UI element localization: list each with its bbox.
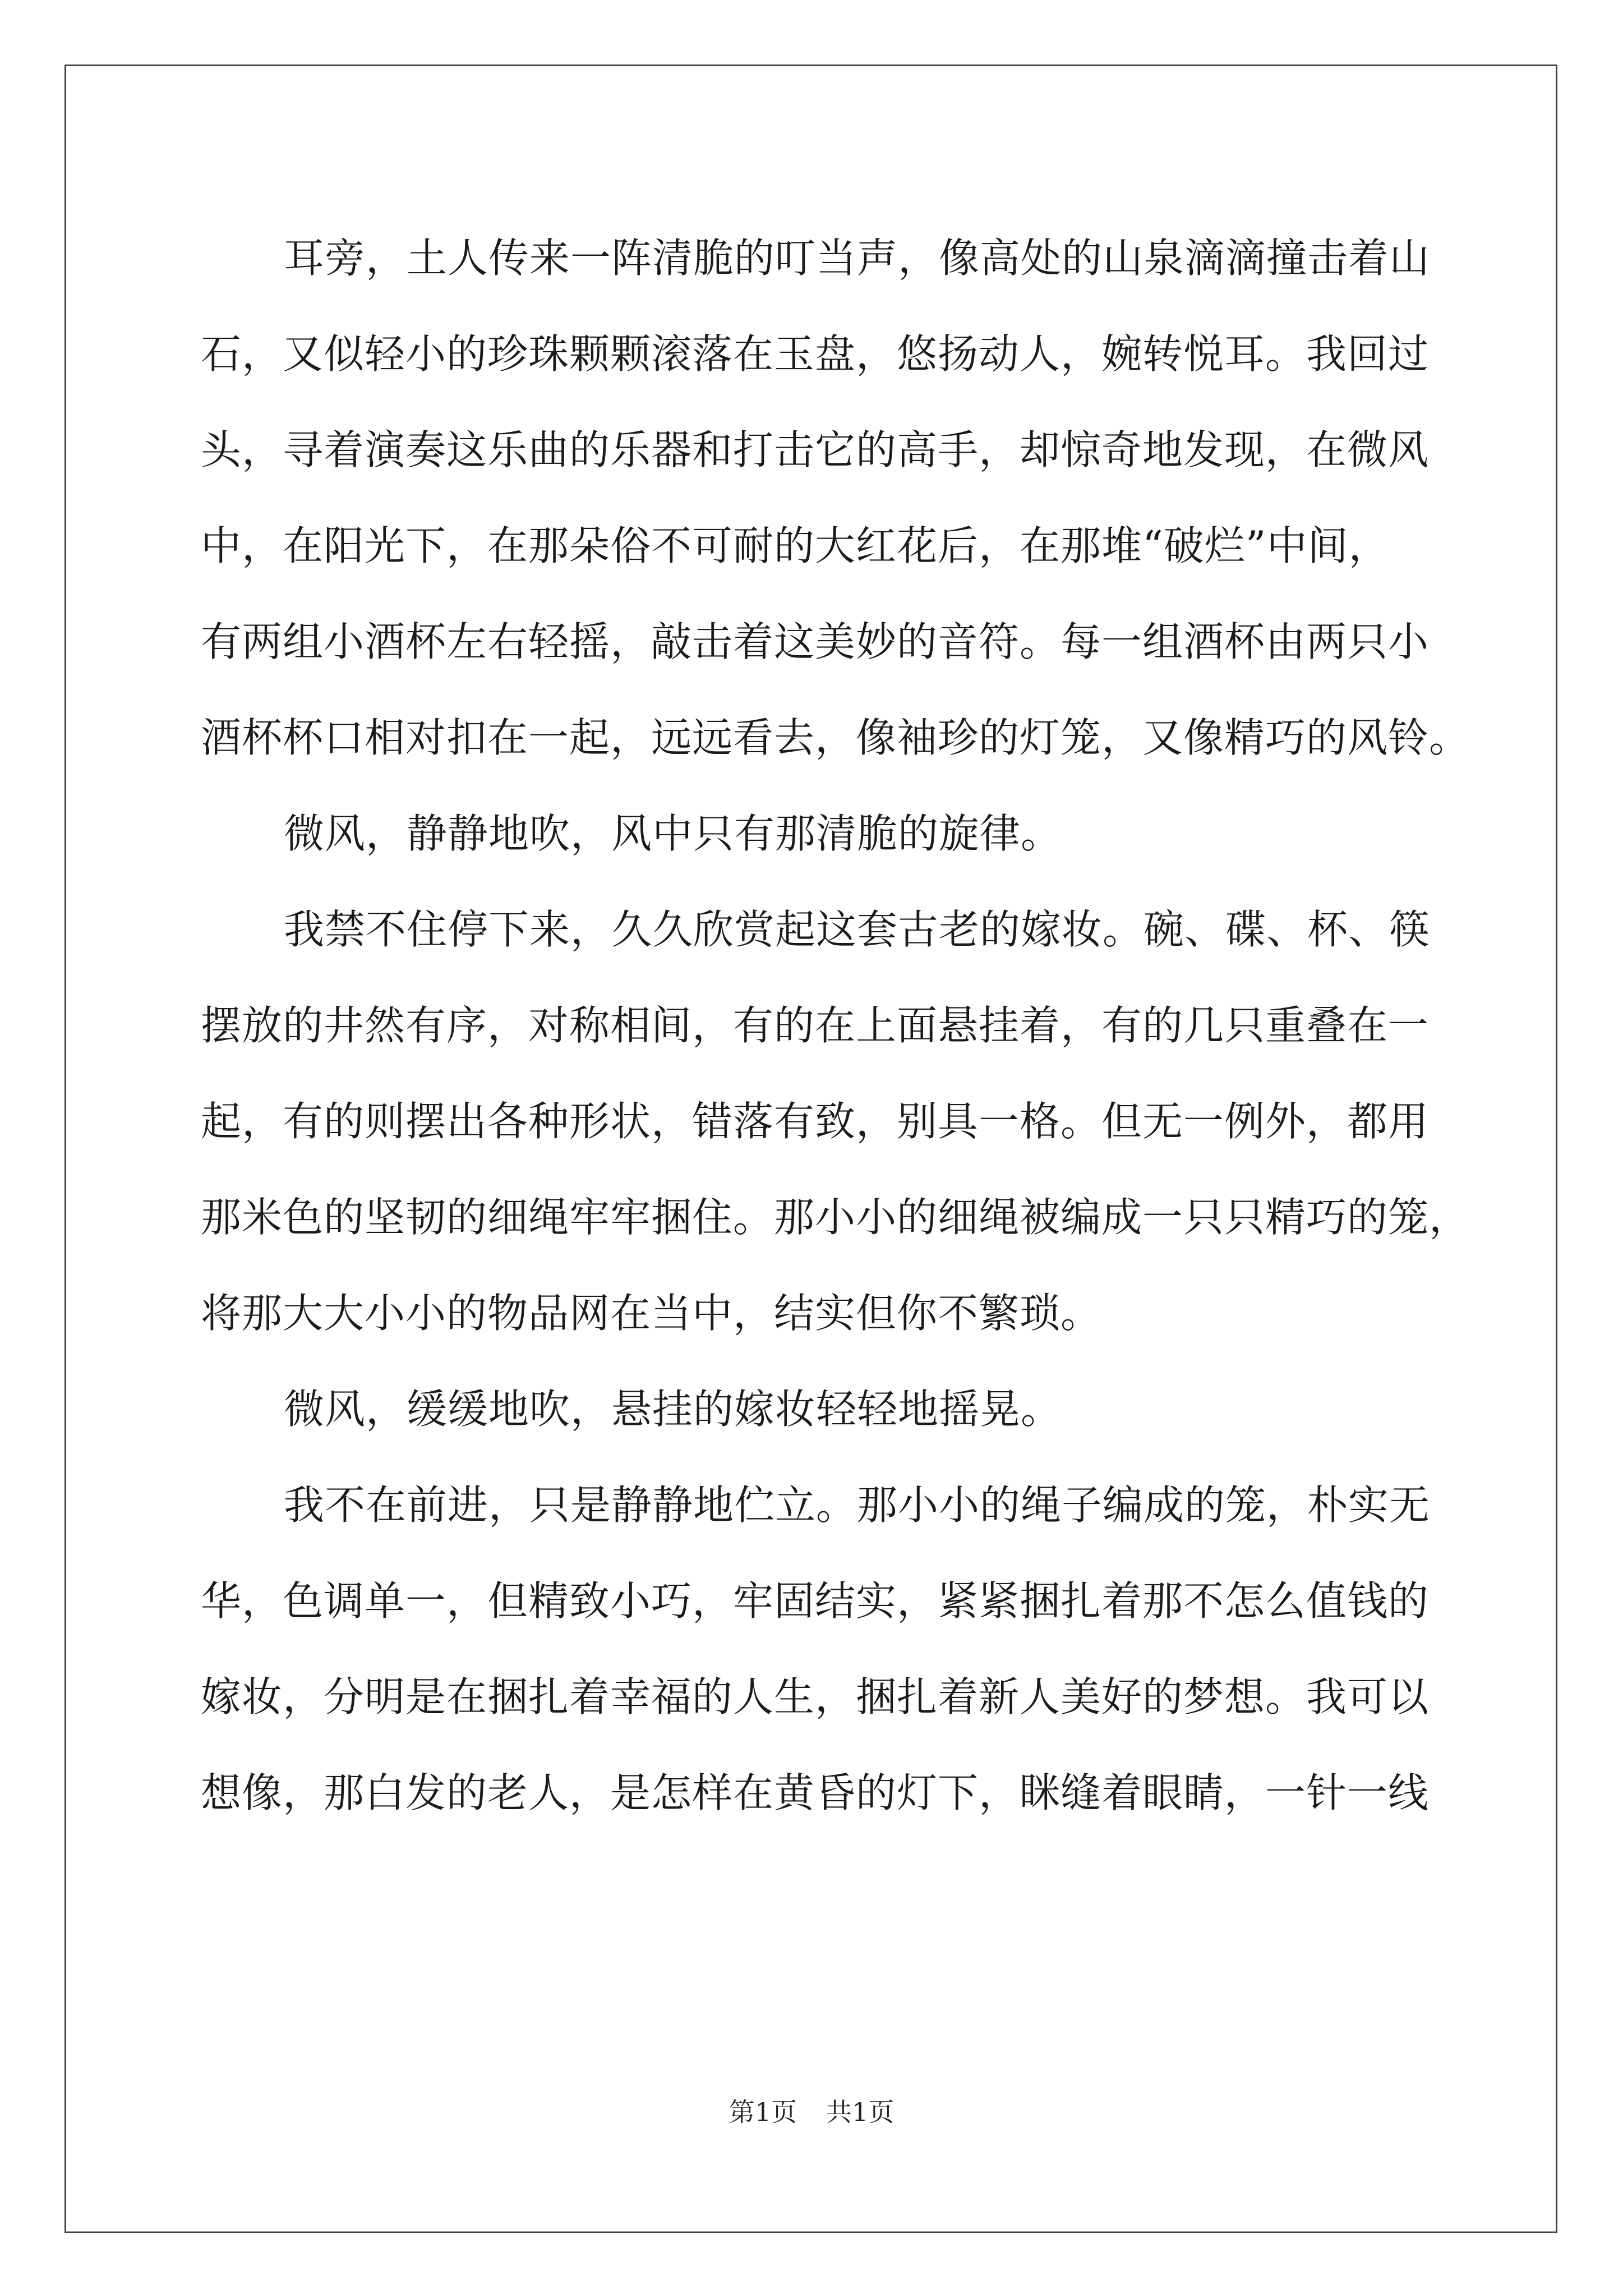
text-line: 嫁妆，分明是在捆扎着幸福的人生，捆扎着新人美好的梦想。我可以: [201, 1673, 1430, 1720]
document-body: [201, 210, 1470, 1841]
text-line: 华，色调单一，但精致小巧，牢固结实，紧紧捆扎着那不怎么值钱的: [201, 1577, 1430, 1625]
text-line: 那米色的坚韧的细绳牢牢捆住。那小小的细绳被编成一只只精巧的笼，: [201, 1194, 1470, 1241]
page-number: 第1页: [728, 2097, 797, 2127]
text-line: 中，在阳光下，在那朵俗不可耐的大红花后，在那堆“破烂”中间，: [201, 522, 1390, 569]
text-line: 微风，缓缓地吹，悬挂的嫁妆轻轻地摇晃。: [284, 1386, 1062, 1433]
text-line: 有两组小酒杯左右轻摇，敲击着这美妙的音符。每一组酒杯由两只小: [201, 618, 1430, 665]
page-total: 共1页: [826, 2097, 895, 2127]
text-line: 我不在前进，只是静静地伫立。那小小的绳子编成的笼，朴实无: [284, 1481, 1431, 1529]
text-line: 摆放的井然有序，对称相间，有的在上面悬挂着，有的几只重叠在一: [201, 1002, 1430, 1049]
text-line: 将那大大小小的物品网在当中，结实但你不繁琐。: [201, 1290, 1102, 1337]
text-line: 微风，静静地吹，风中只有那清脆的旋律。: [284, 810, 1062, 857]
text-line: 我禁不住停下来，久久欣赏起这套古老的嫁妆。碗、碟、杯、筷: [284, 906, 1431, 953]
page-footer: [0, 2095, 1623, 2129]
text-line: 酒杯杯口相对扣在一起，远远看去，像袖珍的灯笼，又像精巧的风铃。: [201, 714, 1470, 761]
text-line: 想像，那白发的老人，是怎样在黄昏的灯下，眯缝着眼睛，一针一线: [201, 1769, 1430, 1816]
text-line: 耳旁，土人传来一阵清脆的叮当声，像高处的山泉滴滴撞击着山: [284, 234, 1431, 282]
text-line: 起，有的则摆出各种形状，错落有致，别具一格。但无一例外，都用: [201, 1098, 1430, 1145]
text-line: 石，又似轻小的珍珠颗颗滚落在玉盘，悠扬动人，婉转悦耳。我回过: [201, 330, 1430, 378]
text-line: 头，寻着演奏这乐曲的乐器和打击它的高手，却惊奇地发现，在微风: [201, 426, 1430, 473]
